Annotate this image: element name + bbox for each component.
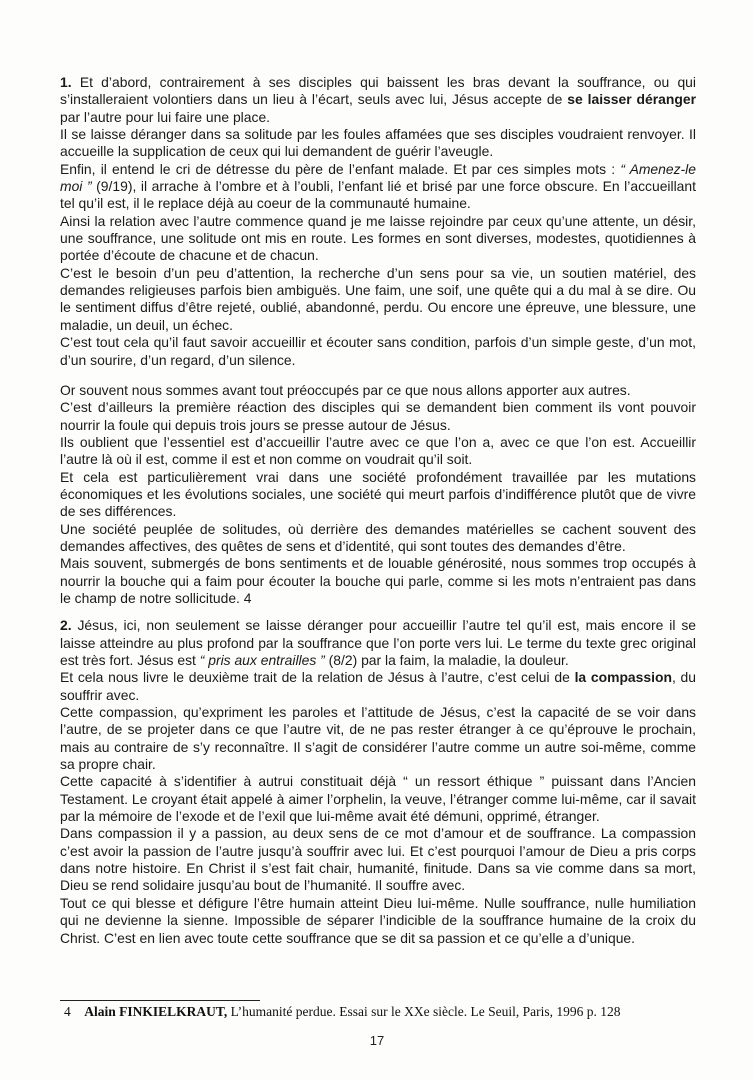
paragraph-peuplee: Une société peuplée de solitudes, où derrière des demandes matérielles se cachent souvent des demandes affectives, des quêtes de sens et d’identité, qui sont toutes des demandes d’être. [60,520,696,554]
paragraph-ainsi: Ainsi la relation avec l’autre commence quand je me laisse rejoindre par ceux qu’une attente, un désir, une souffrance, une solitude ont mis en route. Les formes en sont diverses, modestes, quotidiennes à portée d’écoute de chacune et de chacun. [60,212,696,264]
paragraph-capacite: Cette capacité à s’identifier à autrui constituait déjà “ un ressort éthique ” puissant dans l’Ancien Testament. Le croyant était appelé à aimer l’orphelin, la veuve, l’étranger comme lui-même, car il savait par la mémoire de l’exode et de l’exil que lui-même avait été démuni, opprimé, étranger. [60,773,696,825]
paragraph-particulier: Et cela est particulièrement vrai dans une société profondément travaillée par les mutations économiques et les évolutions sociales, une société qui meurt parfois d’indifférence plutôt que de vivre de ses différences. [60,468,696,520]
s1-intro-paragraph: 1. Et d’abord, contrairement à ses disciples qui baissent les bras devant la souffrance, ou qui s’installeraient volontiers dans un lieu à l’écart, seuls avec lui, Jésus accepte de se laisser déranger par l’autre pour lui faire une place. [60,74,697,125]
paragraph-passion: Dans compassion il y a passion, au deux sens de ce mot d’amour et de souffrance. La compassion c’est avoir la passion de l’autre jusqu’à souffrir avec lui. Et c’est pourquoi l’amour de Dieu a pris corps dans notre histoire. En Christ il s’est fait chair, humanité, finitude. Dans sa vie comme dans sa mort, Dieu se rend solidaire jusqu’au bout de l’humanité. Il souffre avec. [60,825,696,894]
body-text [60,74,696,947]
footnote-citation: L’humanité perdue. Essai sur le XXe siècle. Le Seuil, Paris, 1996 p. 128 [227,1004,621,1019]
footnote [64,1004,704,1020]
paragraph-enfin: Enfin, il entend le cri de détresse du père de l’enfant malade. Et par ces simples mots : “ Amenez-le moi ” (9/19), il arrache à l’ombre et à l’oubli, l’enfant lié et brisé par une force obscure. En l’accueillant tel qu’il est, il le replace déjà au coeur de la communauté humaine. [60,160,696,212]
emphasis-se-laisser-deranger: se laisser déranger [567,91,697,108]
paragraph-blesse: Tout ce qui blesse et défigure l’être humain atteint Dieu lui-même. Nulle souffrance, nulle humiliation qui ne devienne la sienne. Impossible de séparer l’indicible de la souffrance humaine de la croix du Christ. C’est en lien avec toute cette souffrance que se dit sa passion et ce qu’elle a d’unique. [60,894,696,946]
paragraph-oublient: Ils oublient que l’essentiel est d’accueillir l’autre avec ce que l’on a, avec ce que l’on est. Accueillir l’autre là où il est, comme il est et non comme on voudrait qu’il soit. [60,433,696,468]
quote-amenez-le-moi: “ Amenez-le moi ” [60,160,696,195]
s2-intro-paragraph: 2. Jésus, ici, non seulement se laisse déranger pour accueillir l’autre tel qu’il est, mais encore il se laisse atteindre au plus profond par la souffrance que l’on porte vers lui. Le terme du texte grec original est très fort. Jésus est “ pris aux entrailles ” (8/2) par la faim, la maladie, la douleur. [60,617,696,668]
paragraph-besoin: C’est le besoin d’un peu d’attention, la recherche d’un sens pour sa vie, un soutien matériel, des demandes religieuses parfois bien ambiguës. Une faim, une soif, une quête qui a du mal à se dire. Ou le sentiment diffus d’être rejeté, oublié, abandonné, perdu. Ou encore une épreuve, une blessure, une maladie, un deuil, un échec. [60,264,696,333]
footnote-author: Alain FINKIELKRAUT, [84,1004,228,1019]
paragraph-ailleurs: C’est d’ailleurs la première réaction des disciples qui se demandent bien comment ils vont pouvoir nourrir la foule qui depuis trois jours se presse autour de Jésus. [60,399,696,433]
footnote-number: 4 [64,1004,71,1019]
page-number: 17 [369,1033,385,1048]
paragraph-tout: C’est tout cela qu’il faut savoir accueillir et écouter sans condition, parfois d’un simple geste, d’un mot, d’un sourire, d’un regard, d’un silence. [60,334,696,368]
paragraph-cette: Cette compassion, qu’expriment les paroles et l’attitude de Jésus, c’est la capacité de se voir dans l’autre, de se projeter dans ce que l’autre vit, de ne pas rester étranger à ce qu’éprouve le prochain, mais au contraire de s’y reconnaître. Il s’agit de considérer l’autre comme un autre soi-même, comme sa propre chair. [60,704,696,773]
section-number-1: 1. [60,74,72,90]
paragraph-mais: Mais souvent, submergés de bons sentiments et de louable générosité, nous sommes trop occupés à nourrir la bouche qui a faim pour écouter la bouche qui parle, comme si les mots n’entraient pas dans le champ de notre sollicitude. 4 [60,555,696,606]
footnote-reference: 4 [239,589,252,606]
paragraph-or: Or souvent nous sommes avant tout préoccupés par ce que nous allons apporter aux autres. [60,381,631,398]
paragraph-trait: Et cela nous livre le deuxième trait de la relation de Jésus à l’autre, c’est celui de la compassion, du souffrir avec. [60,669,697,703]
emphasis-la-compassion: la compassion [574,669,672,686]
paragraph-deranger: Il se laisse déranger dans sa solitude par les foules affamées que ses disciples voudraient renvoyer. Il accueille la supplication de ceux qui lui demandent de guérir l’aveugle. [60,126,696,160]
section-number-2: 2. [60,617,72,634]
quote-pris-aux-entrailles: “ pris aux entrailles ” [199,652,325,668]
footnote-divider [60,1000,260,1001]
